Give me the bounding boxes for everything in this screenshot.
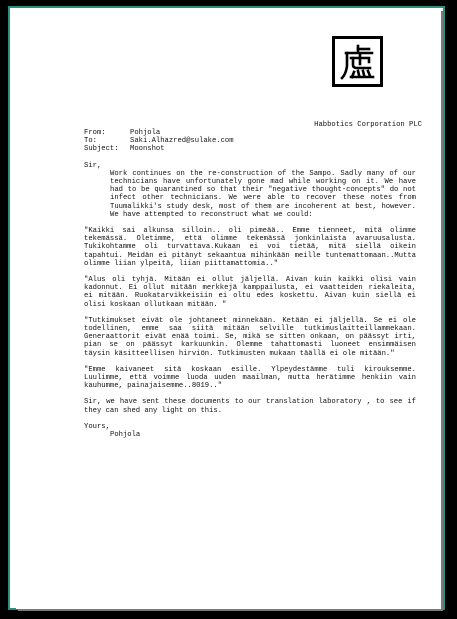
quote-paragraph: "Emme kaivaneet sitä koskaan esille. Ylpeydestämme tuli kirouksemme. Luulimme, että voimme luoda uuden maailman, mutta herätimme henkiin vain kauhumme, painajaisemme..8019.." — [84, 365, 416, 391]
to-label: To: — [84, 137, 97, 146]
company-name: Habbotics Corporation PLC — [314, 121, 422, 129]
letter-page — [16, 9, 441, 609]
to-value: Saki.Alhazred@sulake.com — [130, 137, 234, 146]
subject-value: Moonshot — [130, 145, 165, 154]
document-frame — [8, 6, 445, 610]
from-label: From: — [84, 129, 106, 137]
subject-label: Subject: — [84, 145, 119, 154]
signoff: Yours, — [84, 422, 110, 431]
closing-paragraph: Sir, we have sent these documents to our translation laboratory , to see if they can shed any light on this. — [84, 398, 416, 415]
letter-body — [84, 129, 416, 439]
header-subject — [84, 145, 416, 153]
quote-paragraph: "Alus oli tyhjä. Mitään ei ollut jäljellä. Aivan kuin kaikki olisi vain kadonnut. Ei ollut mitään merkkejä kamppailusta, ei vaatteiden riekaleita, ei mitään. Ruokatarvikkeisiin ei oltu edes koskettu. Aivan kuin siellä ei olisi koskaan ollutkaan mitään. " — [84, 276, 416, 309]
quote-paragraph: "Kaikki sai alkunsa silloin.. oli pimeää.. Emme tienneet, mitä olimme tekemässä. Oletimme, että olimme tekemässä jonkinlaista avaruusalusta. Tukikohtamme oli turvattava.Kukaan ei voi tietää, mitä siellä oikein tapahtui. Meidän ei pitänyt sekaantua mihinkään meille tuntemattomaan..Mutta olimme liian ylpeitä, liian piittamattomia.." — [84, 227, 416, 268]
header-from — [84, 129, 416, 137]
kanji-kyo-icon — [340, 44, 376, 80]
salutation: Sir, — [84, 161, 102, 170]
header-to — [84, 137, 416, 145]
company-logo — [332, 36, 383, 87]
signature: Pohjola — [110, 431, 141, 440]
from-value: Pohjola — [130, 129, 161, 137]
quote-paragraph: "Tutkimukset eivät ole johtaneet minnekään. Ketään ei jäljellä. Se ei ole todellinen, emme saa siitä mitään selville tutkimuslaitteillammekaan. Generaattorit eivät enää toimi. Se, mikä se sitten onkaan, on päässyt irti, pian se on päässyt karkuunkin. Olemme tahattomasti luoneet ensimmäisen täysin käsitteellisen hirviön. Tutkimusten mukaan täällä ei ole mitään." — [84, 316, 416, 358]
intro-paragraph: Work continues on the re-construction of the Sampo. Sadly many of our technicians have unfortunately gone mad while working on it. We have had to be quarantined so that their "negative thought-concepts" do not infect other technicians. We were able to recover these notes from Tuumalikki's study desk, most of them are incoherent at best, however. We have attempted to reconstruct what we could: — [110, 169, 416, 219]
